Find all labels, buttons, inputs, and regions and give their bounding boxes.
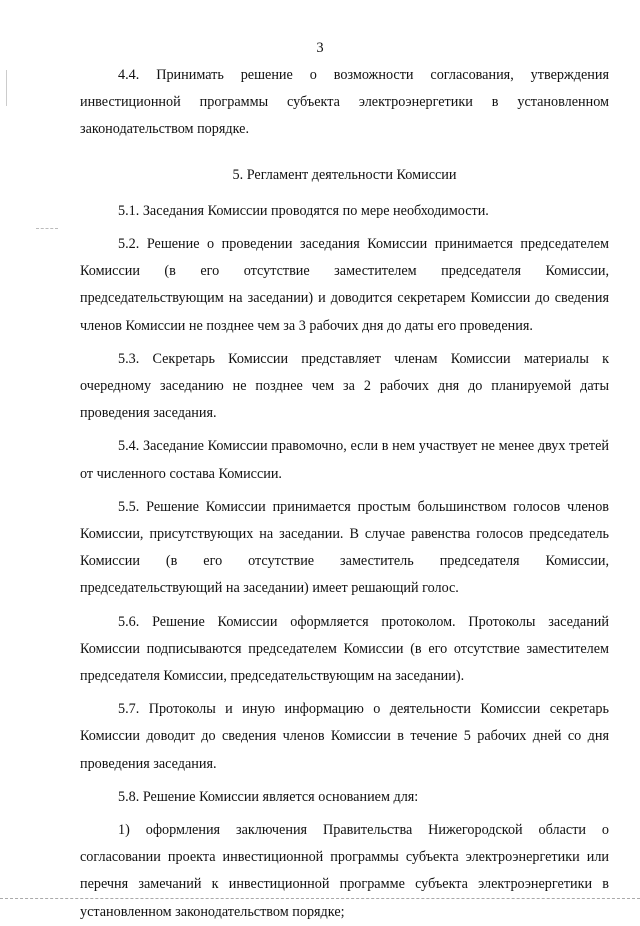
paragraph-5-6: 5.6. Решение Комиссии оформляется протоколом. Протоколы заседаний Комиссии подписываются председателем Комиссии (в его отсутствие заместителем председателя Комиссии, председательствующим на заседании).: [80, 613, 609, 685]
document-body: [80, 62, 609, 926]
paragraph-5-7: 5.7. Протоколы и иную информацию о деятельности Комиссии секретарь Комиссии доводит до сведения членов Комиссии в течение 5 рабочих дней со дня проведения заседания.: [80, 701, 609, 772]
paragraph-5-8: 5.8. Решение Комиссии является основанием для:: [118, 788, 419, 805]
paragraph-5-1: 5.1. Заседания Комиссии проводятся по мере необходимости.: [118, 202, 489, 219]
paragraph-5-3: 5.3. Секретарь Комиссии представляет членам Комиссии материалы к очередному заседанию не позднее чем за 2 рабочих дня до планируемой даты проведения заседания.: [80, 350, 609, 422]
scan-bottom-line: [0, 898, 640, 900]
paragraph-5-5: 5.5. Решение Комиссии принимается простым большинством голосов членов Комиссии, присутствующих на заседании. В случае равенства голосов председатель Комиссии (в его отсутствие заместитель председателя Комиссии, председательствующий на заседании) имеет решающий голос.: [80, 498, 609, 597]
paragraph-5-8-1: 1) оформления заключения Правительства Нижегородской области о согласовании проекта инвестиционной программы субъекта электроэнергетики или перечня замечаний к инвестиционной программе субъекта электроэнергетики в установленном законодательством порядке;: [80, 822, 609, 920]
scan-margin-mark: [36, 228, 58, 230]
section-heading-5: 5. Регламент деятельности Комиссии: [232, 166, 457, 183]
paragraph-5-2: 5.2. Решение о проведении заседания Комиссии принимается председателем Комиссии (в его отсутствие заместителем председателя Комиссии, председательствующим на заседании) и доводится секретарем Комиссии до сведения членов Комиссии не позднее чем за 3 рабочих дня до даты его проведения.: [80, 236, 609, 334]
page-number: 3: [316, 40, 324, 56]
scan-margin-line: [6, 70, 7, 106]
paragraph-5-4: 5.4. Заседание Комиссии правомочно, если в нем участвует не менее двух третей от численного состава Комиссии.: [80, 438, 609, 482]
paragraph-4-4: 4.4. Принимать решение о возможности согласования, утверждения инвестиционной программы субъекта электроэнергетики в установленном законодательством порядке.: [80, 67, 609, 138]
